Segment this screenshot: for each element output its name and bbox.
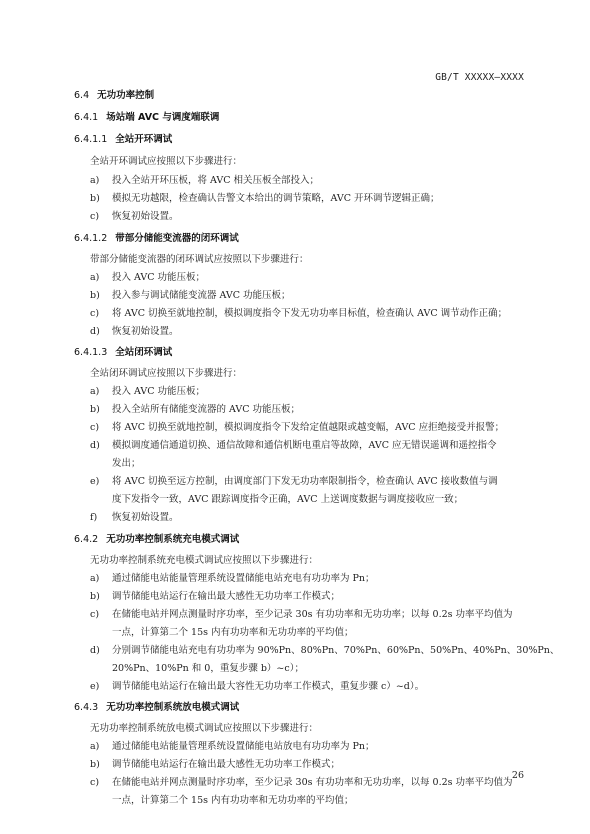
list-item <box>90 269 205 283</box>
list-item-text: 投入 AVC 功能压板； <box>112 386 206 397</box>
section-intro: 无功功率控制系统充电模式调试应按照以下步骤进行： <box>90 555 319 566</box>
list-item <box>90 419 504 433</box>
section-heading-6-4-1-2 <box>74 230 239 244</box>
list-item-text: 投入全站所有储能变流器的 AVC 功能压板； <box>112 404 301 415</box>
section-heading-6-4-1 <box>74 109 219 123</box>
list-item-text: 投入 AVC 功能压板； <box>112 272 206 283</box>
list-item-continuation: 一点，计算第二个 15s 内有功功率和无功功率的平均值； <box>112 795 354 806</box>
section-title: 带部分储能变流器的闭环调试 <box>115 233 239 244</box>
section-heading-6-4-1-3 <box>74 344 172 358</box>
list-marker: d) <box>90 440 100 451</box>
list-item <box>90 287 291 301</box>
list-item-continuation: 20%Pn、10%Pn 和 0，重复步骤 b）~c）； <box>112 663 304 674</box>
list-item <box>90 606 513 620</box>
list-item <box>90 323 179 337</box>
list-item <box>90 383 205 397</box>
list-item-continuation: 一点，计算第二个 15s 内有功功率和无功功率的平均值； <box>112 627 354 638</box>
section-title: 场站端 AVC 与调度端联调 <box>106 112 220 123</box>
list-item <box>90 473 498 487</box>
list-item-text: 调节储能电站运行在输出最大容性无功功率工作模式，重复步骤 c）~d）。 <box>112 681 425 692</box>
list-marker: a) <box>90 272 100 283</box>
list-item <box>90 774 513 788</box>
list-marker: a) <box>90 741 100 752</box>
list-item-text: 恢复初始设置。 <box>112 326 179 337</box>
list-item <box>90 509 179 523</box>
list-item <box>90 437 497 451</box>
list-marker: e) <box>90 681 100 692</box>
section-number: 6.4.1.2 <box>74 233 108 244</box>
list-marker: c) <box>90 777 100 788</box>
section-heading-6-4 <box>74 87 154 101</box>
section-title: 全站开环调试 <box>115 134 173 145</box>
list-item-text: 调节储能电站运行在输出最大感性无功功率工作模式； <box>112 759 341 770</box>
list-item-text: 模拟调度通信通道切换、通信故障和通信机断电重启等故障，AVC 应无错误遥调和遥控指令 <box>112 440 497 451</box>
section-title: 无功功率控制系统放电模式调试 <box>106 702 240 713</box>
section-heading-6-4-2 <box>74 531 239 545</box>
list-item <box>90 738 375 752</box>
list-marker: c) <box>90 308 100 319</box>
list-marker: b) <box>90 404 100 415</box>
list-item <box>90 570 375 584</box>
section-title: 全站闭环调试 <box>115 347 173 358</box>
list-marker: a) <box>90 573 100 584</box>
list-marker: e) <box>90 476 100 487</box>
list-item-continuation: 度下发指令一致，AVC 跟踪调度指令正确，AVC 上送调度数据与调度接收应一致； <box>112 494 464 505</box>
list-item <box>90 588 340 602</box>
list-marker: b) <box>90 759 100 770</box>
page-number: 26 <box>511 770 524 781</box>
section-intro: 全站开环调试应按照以下步骤进行： <box>90 156 243 167</box>
list-item <box>90 642 559 656</box>
section-number: 6.4.1.3 <box>74 347 108 358</box>
list-item-continuation: 发出； <box>112 458 141 469</box>
list-item <box>90 678 424 692</box>
list-marker: b) <box>90 591 100 602</box>
list-item-text: 模拟无功越限，检查确认告警文本给出的调节策略，AVC 开环调节逻辑正确； <box>112 193 440 204</box>
section-intro: 带部分储能变流器的闭环调试应按照以下步骤进行： <box>90 254 309 265</box>
section-title: 无功功率控制 <box>97 90 155 101</box>
list-item-text: 恢复初始设置。 <box>112 512 179 523</box>
list-item <box>90 305 507 319</box>
list-item-text: 将 AVC 切换至就地控制，模拟调度指令下发给定值越限或越变幅，AVC 应拒绝接受并报警； <box>112 422 505 433</box>
section-number: 6.4.2 <box>74 534 99 545</box>
list-item-text: 投入全站开环压板，将 AVC 相关压板全部投入； <box>112 175 320 186</box>
list-item-text: 恢复初始设置。 <box>112 211 179 222</box>
section-heading-6-4-1-1 <box>74 131 172 145</box>
list-item-text: 通过储能电站能量管理系统设置储能电站充电有功功率为 Pn； <box>112 573 375 584</box>
list-marker: a) <box>90 175 100 186</box>
section-number: 6.4 <box>74 90 90 101</box>
list-marker: a) <box>90 386 100 397</box>
section-heading-6-4-3 <box>74 699 239 713</box>
list-item-text: 在储能电站并网点测量时序功率，至少记录 30s 有功功率和无功功率，以每 0.2s 功率平均值为 <box>112 777 513 788</box>
list-item-text: 将 AVC 切换至远方控制，由调度部门下发无功功率限制指令，检查确认 AVC 接收数值与调 <box>112 476 498 487</box>
list-marker: c) <box>90 609 100 620</box>
list-item-text: 分别调节储能电站充电有功功率为 90%Pn、80%Pn、70%Pn、60%Pn、50%Pn、40%Pn、30%Pn、 <box>112 645 560 656</box>
list-item-text: 在储能电站并网点测量时序功率，至少记录 30s 有功功率和无功功率；以每 0.2s 功率平均值为 <box>112 609 513 620</box>
list-item <box>90 401 300 415</box>
list-item <box>90 190 440 204</box>
list-item <box>90 208 179 222</box>
list-item-text: 通过储能电站能量管理系统设置储能电站放电有功功率为 Pn； <box>112 741 375 752</box>
section-title: 无功功率控制系统充电模式调试 <box>106 534 240 545</box>
list-item <box>90 172 319 186</box>
list-marker: b) <box>90 193 100 204</box>
section-number: 6.4.1 <box>74 112 99 123</box>
list-marker: c) <box>90 422 100 433</box>
list-marker: d) <box>90 326 100 337</box>
list-marker: b) <box>90 290 100 301</box>
list-marker: f) <box>90 512 98 523</box>
section-number: 6.4.3 <box>74 702 99 713</box>
section-number: 6.4.1.1 <box>74 134 108 145</box>
section-intro: 无功功率控制系统放电模式调试应按照以下步骤进行： <box>90 723 319 734</box>
list-marker: c) <box>90 211 100 222</box>
list-item-text: 投入参与调试储能变流器 AVC 功能压板； <box>112 290 291 301</box>
list-marker: d) <box>90 645 100 656</box>
list-item-text: 调节储能电站运行在输出最大感性无功功率工作模式； <box>112 591 341 602</box>
section-intro: 全站闭环调试应按照以下步骤进行： <box>90 368 243 379</box>
list-item-text: 将 AVC 切换至就地控制，模拟调度指令下发无功功率目标值，检查确认 AVC 调节动作正确； <box>112 308 508 319</box>
document-standard-id: GB/T XXXXX—XXXX <box>435 72 524 83</box>
list-item <box>90 756 340 770</box>
